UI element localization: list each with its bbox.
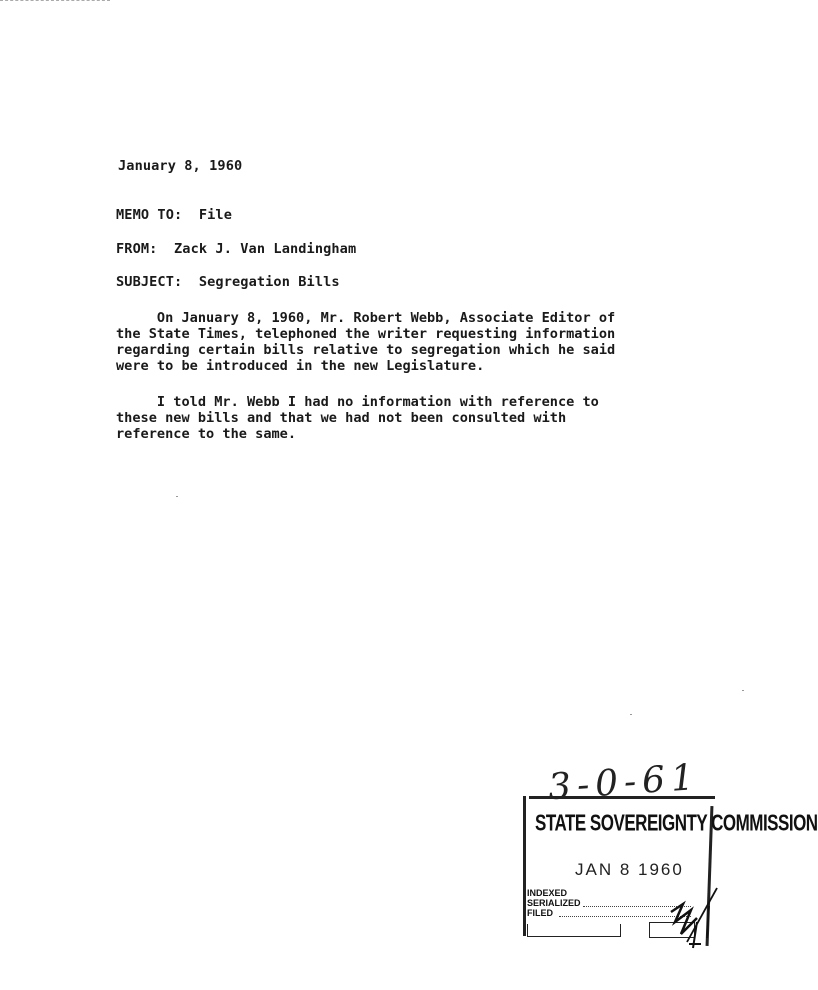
stamp-border-top [529, 796, 715, 799]
stamp-date: JAN 8 1960 [575, 860, 684, 879]
commission-stamp [523, 796, 818, 946]
stamp-filed: FILED [527, 908, 553, 918]
paragraph-2-line: reference to the same. [116, 426, 297, 442]
initials-signature [661, 882, 721, 952]
subject-row [116, 274, 340, 290]
handwritten-number: 3-0-61 [546, 756, 702, 809]
stamp-serialized: SERIALIZED [527, 898, 581, 908]
subject-label: SUBJECT: [116, 274, 183, 290]
from-value: Zack J. Van Landingham [174, 241, 357, 257]
memo-to-value: File [198, 207, 232, 223]
paragraph-1 [116, 310, 676, 374]
memo-date: January 8, 1960 [118, 158, 243, 174]
stamp-border-left [523, 796, 526, 936]
paragraph-1-line: On January 8, 1960, Mr. Robert Webb, Associate Editor of [116, 310, 616, 326]
scan-speck [742, 690, 744, 691]
paragraph-1-line: regarding certain bills relative to segregation which he said [116, 342, 616, 358]
paragraph-2-line: I told Mr. Webb I had no information with reference to [116, 394, 599, 410]
paragraph-2-line: these new bills and that we had not been consulted with [116, 410, 567, 426]
stamp-title: STATE SOVEREIGNTY COMMISSION [535, 810, 818, 836]
top-edge-marks [0, 0, 110, 3]
stamp-box-left [527, 924, 621, 937]
memo-to-label: MEMO TO: [116, 207, 183, 223]
scan-speck [176, 496, 178, 497]
stamp-indexed: INDEXED [527, 888, 568, 898]
paragraph-2 [116, 394, 676, 442]
from-label: FROM: [116, 241, 158, 257]
subject-value: Segregation Bills [198, 274, 340, 290]
memo-to-row [116, 207, 232, 223]
paragraph-1-line: were to be introduced in the new Legislature. [116, 358, 485, 374]
from-row [116, 241, 356, 257]
scan-speck [630, 714, 632, 715]
paragraph-1-line: the State Times, telephoned the writer requesting information [116, 326, 616, 342]
